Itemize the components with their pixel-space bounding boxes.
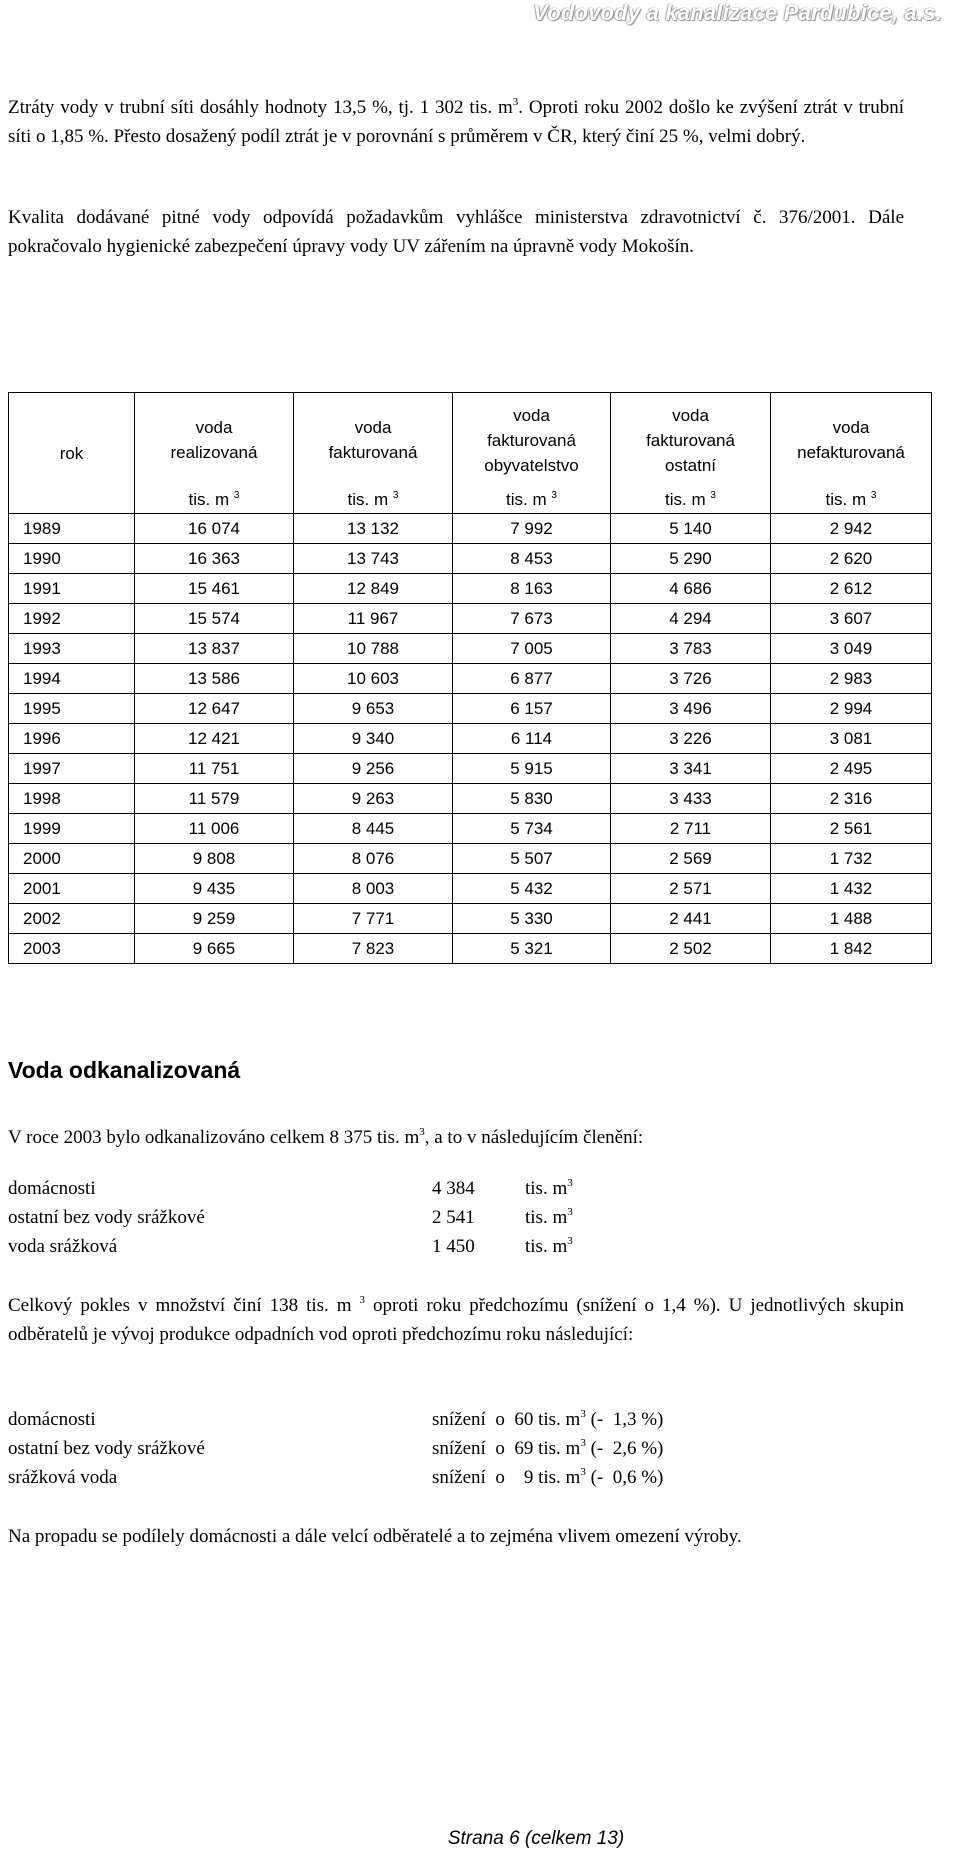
cell-value: 5 507 <box>453 844 611 874</box>
breakdown-label: ostatní bez vody srážkové <box>8 1207 205 1228</box>
cell-value: 7 823 <box>294 934 453 964</box>
cell-value: 2 316 <box>771 784 932 814</box>
cell-value: 2 711 <box>611 814 771 844</box>
paragraph-conclusion: Na propadu se podílely domácnosti a dále velcí odběratelé a to zejména vlivem omezení výroby. <box>8 1526 742 1547</box>
cell-value: 2 561 <box>771 814 932 844</box>
table-row <box>9 574 932 604</box>
cell-year: 1995 <box>9 694 135 724</box>
change-value: snížení o 69 tis. $m^3$ (- 2,6 %) <box>432 1437 664 1459</box>
cell-value: 5 330 <box>453 904 611 934</box>
cell-value: 6 114 <box>453 724 611 754</box>
cell-year: 1997 <box>9 754 135 784</box>
change-value: snížení o 9 tis. $m^3$ (- 0,6 %) <box>432 1466 664 1488</box>
header-realizovana: voda realizovaná <box>135 393 294 488</box>
cell-value: 7 771 <box>294 904 453 934</box>
cell-value: 13 837 <box>135 634 294 664</box>
cell-year: 1993 <box>9 634 135 664</box>
cell-year: 2003 <box>9 934 135 964</box>
unit-cell: tis. m $^3$ <box>611 487 771 514</box>
table-row <box>9 514 932 544</box>
cell-value: 8 445 <box>294 814 453 844</box>
unit-cell: tis. m $^3$ <box>294 487 453 514</box>
cell-value: 2 620 <box>771 544 932 574</box>
p1-text-b: . Oproti roku 2002 došlo ke zvýšení ztrát v trubní síti o 1,85 %. Přesto dosažený podíl ztrát je v porovnání s průměrem v ČR, který činí 25 %, velmi dobrý. <box>8 97 904 147</box>
cell-value: 15 574 <box>135 604 294 634</box>
cell-value: 11 579 <box>135 784 294 814</box>
cell-value: 3 226 <box>611 724 771 754</box>
water-statistics-table <box>8 392 932 964</box>
header-fakturovana-ostatni: voda fakturovaná ostatní <box>611 393 771 488</box>
cell-value: 13 586 <box>135 664 294 694</box>
cell-value: 2 441 <box>611 904 771 934</box>
cell-year: 1999 <box>9 814 135 844</box>
cell-value: 1 432 <box>771 874 932 904</box>
page-footer <box>0 1828 960 1850</box>
cell-value: 9 259 <box>135 904 294 934</box>
p3-text-a: V roce 2003 bylo odkanalizováno celkem 8 375 tis. m <box>8 1127 420 1148</box>
cell-year: 1998 <box>9 784 135 814</box>
cell-value: 3 081 <box>771 724 932 754</box>
paragraph-water-losses <box>8 93 904 151</box>
cell-value: 4 294 <box>611 604 771 634</box>
table-row <box>9 604 932 634</box>
breakdown-label: domácnosti <box>8 1178 96 1199</box>
cell-year: 1992 <box>9 604 135 634</box>
paragraph-sewage-total <box>8 1123 904 1152</box>
table-row <box>9 934 932 964</box>
cell-year: 1994 <box>9 664 135 694</box>
cell-value: 5 915 <box>453 754 611 784</box>
header-fakturovana: voda fakturovaná <box>294 393 453 488</box>
cell-value: 10 788 <box>294 634 453 664</box>
header-fakturovana-obyvatelstvo: voda fakturovaná obyvatelstvo <box>453 393 611 488</box>
cell-value: 9 340 <box>294 724 453 754</box>
paragraph-sewage-decrease <box>8 1291 904 1349</box>
breakdown-amount: 4 384 <box>432 1178 475 1199</box>
change-label: domácnosti <box>8 1409 96 1430</box>
unit-cell: tis. m $^3$ <box>135 487 294 514</box>
cell-value: 6 157 <box>453 694 611 724</box>
table-row <box>9 544 932 574</box>
cell-value: 11 967 <box>294 604 453 634</box>
cell-year: 1990 <box>9 544 135 574</box>
table-row <box>9 664 932 694</box>
cell-value: 2 495 <box>771 754 932 784</box>
cell-year: 1989 <box>9 514 135 544</box>
cell-value: 9 665 <box>135 934 294 964</box>
cell-value: 2 612 <box>771 574 932 604</box>
cell-value: 2 571 <box>611 874 771 904</box>
cell-year: 2001 <box>9 874 135 904</box>
p3-text-b: , a to v následujícím členění: <box>424 1127 644 1148</box>
cell-value: 9 435 <box>135 874 294 904</box>
p4-text-a: Celkový pokles v množství činí 138 tis. m <box>8 1295 360 1316</box>
unit-cell: tis. m $^3$ <box>453 487 611 514</box>
cell-value: 13 132 <box>294 514 453 544</box>
cell-value: 9 653 <box>294 694 453 724</box>
cell-value: 2 569 <box>611 844 771 874</box>
p1-text-a: Ztráty vody v trubní síti dosáhly hodnoty 13,5 %, tj. 1 302 tis. m <box>8 97 513 118</box>
cell-value: 3 726 <box>611 664 771 694</box>
cell-value: 10 603 <box>294 664 453 694</box>
cell-value: 5 734 <box>453 814 611 844</box>
table-row <box>9 754 932 784</box>
section-title: Voda odkanalizovaná <box>8 1057 241 1083</box>
paragraph-water-quality: Kvalita dodávané pitné vody odpovídá požadavkům vyhlášce ministerstva zdravotnictví č. 376/2001. Dále pokračovalo hygienické zabezpečení úpravy vody UV zářením na úpravně vody Mokošín. <box>8 207 904 257</box>
cell-value: 4 686 <box>611 574 771 604</box>
cell-value: 12 647 <box>135 694 294 724</box>
cell-value: 3 341 <box>611 754 771 784</box>
cell-value: 3 049 <box>771 634 932 664</box>
table-row <box>9 634 932 664</box>
cell-value: 2 994 <box>771 694 932 724</box>
cell-value: 1 732 <box>771 844 932 874</box>
cell-value: 16 074 <box>135 514 294 544</box>
company-header: Vodovody a kanalizace Pardubice, a.s. <box>533 0 942 25</box>
cell-value: 7 673 <box>453 604 611 634</box>
cell-value: 1 842 <box>771 934 932 964</box>
cell-year: 1996 <box>9 724 135 754</box>
cell-value: 2 983 <box>771 664 932 694</box>
cell-year: 2002 <box>9 904 135 934</box>
cell-value: 11 006 <box>135 814 294 844</box>
cell-value: 12 421 <box>135 724 294 754</box>
breakdown-label: voda srážková <box>8 1236 118 1257</box>
p4-sup: 3 <box>359 1294 366 1306</box>
cell-value: 3 783 <box>611 634 771 664</box>
change-value: snížení o 60 tis. $m^3$ (- 1,3 %) <box>432 1408 664 1430</box>
breakdown-unit: tis. $m^3$ <box>525 1177 573 1199</box>
cell-value: 8 003 <box>294 874 453 904</box>
table-row <box>9 814 932 844</box>
cell-value: 5 830 <box>453 784 611 814</box>
cell-value: 5 140 <box>611 514 771 544</box>
header-nefakturovana: voda nefakturovaná <box>771 393 932 488</box>
cell-year: 2000 <box>9 844 135 874</box>
table-row <box>9 694 932 724</box>
p1-sup: 3 <box>512 96 519 108</box>
change-label: srážková voda <box>8 1467 118 1488</box>
cell-value: 7 992 <box>453 514 611 544</box>
table-row <box>9 784 932 814</box>
cell-value: 6 877 <box>453 664 611 694</box>
cell-value: 8 076 <box>294 844 453 874</box>
cell-value: 15 461 <box>135 574 294 604</box>
p4-text-b: oproti roku předchozímu (snížení o 1,4 %). U jednotlivých skupin odběratelů je vývoj produkce odpadních vod oproti předchozímu roku následující: <box>8 1295 904 1345</box>
cell-value: 13 743 <box>294 544 453 574</box>
cell-value: 5 290 <box>611 544 771 574</box>
header-rok: rok <box>9 393 135 514</box>
cell-value: 2 942 <box>771 514 932 544</box>
cell-value: 3 607 <box>771 604 932 634</box>
breakdown-unit: tis. $m^3$ <box>525 1235 573 1257</box>
cell-value: 3 496 <box>611 694 771 724</box>
cell-value: 9 808 <box>135 844 294 874</box>
cell-year: 1991 <box>9 574 135 604</box>
cell-value: 3 433 <box>611 784 771 814</box>
cell-value: 7 005 <box>453 634 611 664</box>
table-unit-row <box>9 487 932 514</box>
table-row <box>9 904 932 934</box>
cell-value: 2 502 <box>611 934 771 964</box>
cell-value: 5 321 <box>453 934 611 964</box>
table-row <box>9 724 932 754</box>
breakdown-amount: 1 450 <box>432 1236 475 1257</box>
cell-value: 12 849 <box>294 574 453 604</box>
unit-cell: tis. m $^3$ <box>771 487 932 514</box>
p3-sup: 3 <box>419 1126 425 1138</box>
table-header-row <box>9 393 932 488</box>
breakdown-amount: 2 541 <box>432 1207 475 1228</box>
table-row <box>9 844 932 874</box>
cell-value: 9 263 <box>294 784 453 814</box>
cell-value: 16 363 <box>135 544 294 574</box>
table-body <box>9 514 932 964</box>
cell-value: 1 488 <box>771 904 932 934</box>
breakdown-unit: tis. $m^3$ <box>525 1206 573 1228</box>
page-number: Strana 6 (celkem 13) <box>447 1828 625 1849</box>
cell-value: 8 453 <box>453 544 611 574</box>
cell-value: 9 256 <box>294 754 453 784</box>
table-row <box>9 874 932 904</box>
cell-value: 5 432 <box>453 874 611 904</box>
cell-value: 8 163 <box>453 574 611 604</box>
cell-value: 11 751 <box>135 754 294 784</box>
change-label: ostatní bez vody srážkové <box>8 1438 205 1459</box>
